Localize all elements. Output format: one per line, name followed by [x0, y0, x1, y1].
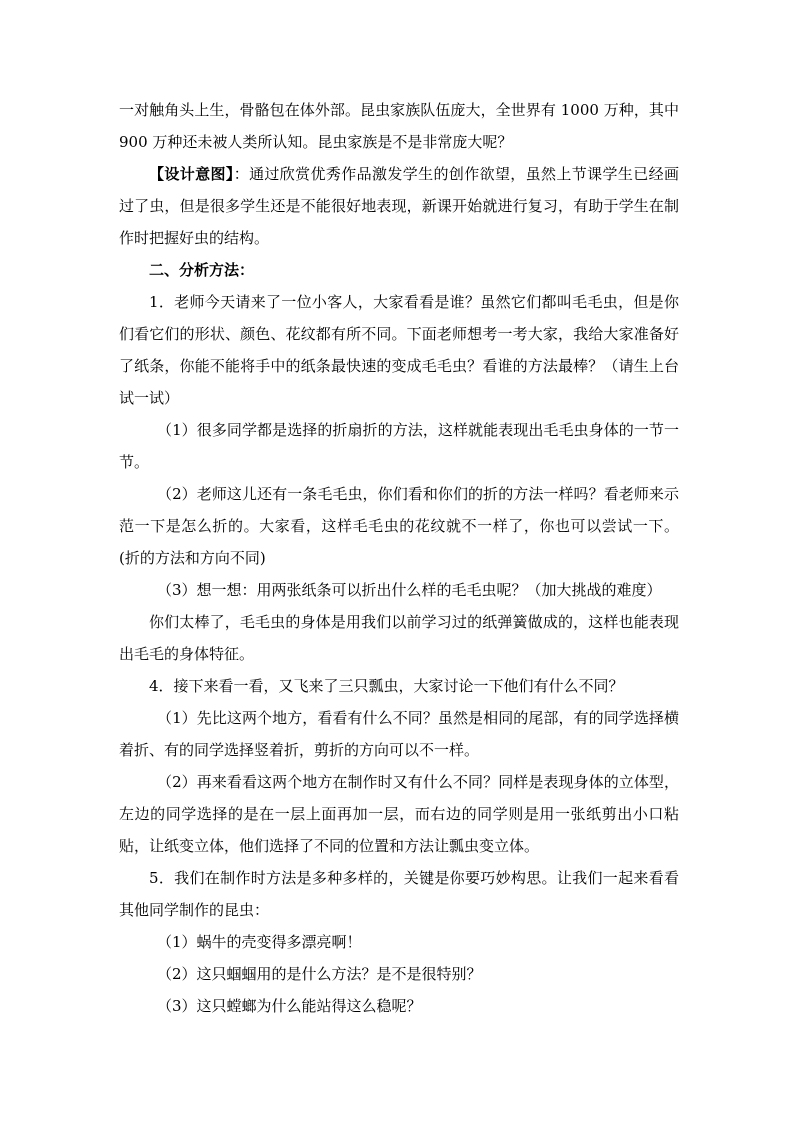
paragraph-step-5-1: （1）蜗牛的壳变得多漂亮啊！: [157, 933, 362, 951]
paragraph-step-5-3: （3）这只螳螂为什么能站得这么稳呢？: [157, 997, 422, 1015]
section-heading-analysis: 二、分析方法：: [149, 261, 255, 279]
paragraph-step-1-3: （3）想一想：用两张纸条可以折出什么样的毛毛虫呢？（加大挑战的难度）: [157, 581, 662, 599]
paragraph-step-1-1: （1）很多同学都是选择的折扇折的方法，这样就能表现出毛毛虫身体的一节一节。: [119, 421, 679, 471]
design-intent-text: ：通过欣赏优秀作品激发学生的创作欲望，虽然上节课学生已经画过了虫，但是很多学生还是不能很好地表现，新课开始就进行复习，有助于学生在制作时把握好虫的结构。: [119, 165, 679, 247]
design-intent-label: 【设计意图】: [149, 165, 234, 183]
paragraph-step-4-1: （1）先比这两个地方，看看有什么不同？虽然是相同的尾部，有的同学选择横着折、有的同学选择竖着折，剪折的方向可以不一样。: [119, 709, 679, 759]
paragraph-step-1-2: （2）老师这儿还有一条毛毛虫，你们看和你们的折的方法一样吗？看老师来示范一下是怎么折的。大家看，这样毛毛虫的花纹就不一样了，你也可以尝试一下。(折的方法和方向不同): [119, 485, 679, 567]
paragraph-step-4-2: （2）再来看看这两个地方在制作时又有什么不同？同样是表现身体的立体型，左边的同学选择的是在一层上面再加一层，而右边的同学则是用一张纸剪出小口粘贴，让纸变立体，他们选择了不同的位置和方法让瓢虫变立体。: [119, 773, 679, 855]
paragraph-step-1-summary: 你们太棒了，毛毛虫的身体是用我们以前学习过的纸弹簧做成的，这样也能表现出毛毛的身体特征。: [119, 613, 679, 663]
paragraph-step-5: 5．我们在制作时方法是多种多样的，关键是你要巧妙构思。让我们一起来看看其他同学制作的昆虫：: [119, 869, 679, 919]
paragraph-design-intent: [119, 158, 679, 254]
paragraph-step-1: 1．老师今天请来了一位小客人，大家看看是谁？虽然它们都叫毛毛虫，但是你们看它们的形状、颜色、花纹都有所不同。下面老师想考一考大家，我给大家准备好了纸条，你能不能将手中的纸条最快速的变成毛毛虫？看谁的方法最棒？（请生上台试一试）: [119, 293, 679, 407]
paragraph-step-4: 4．接下来看一看，又飞来了三只瓢虫，大家讨论一下他们有什么不同？: [149, 677, 624, 695]
paragraph-step-5-2: （2）这只蝈蝈用的是什么方法？是不是很特别？: [157, 965, 482, 983]
paragraph-insect-intro: 一对触角头上生，骨骼包在体外部。昆虫家族队伍庞大，全世界有 1000 万种，其中 900 万种还未被人类所认知。昆虫家族是不是非常庞大呢？: [119, 101, 679, 151]
document-page: [119, 94, 679, 1022]
